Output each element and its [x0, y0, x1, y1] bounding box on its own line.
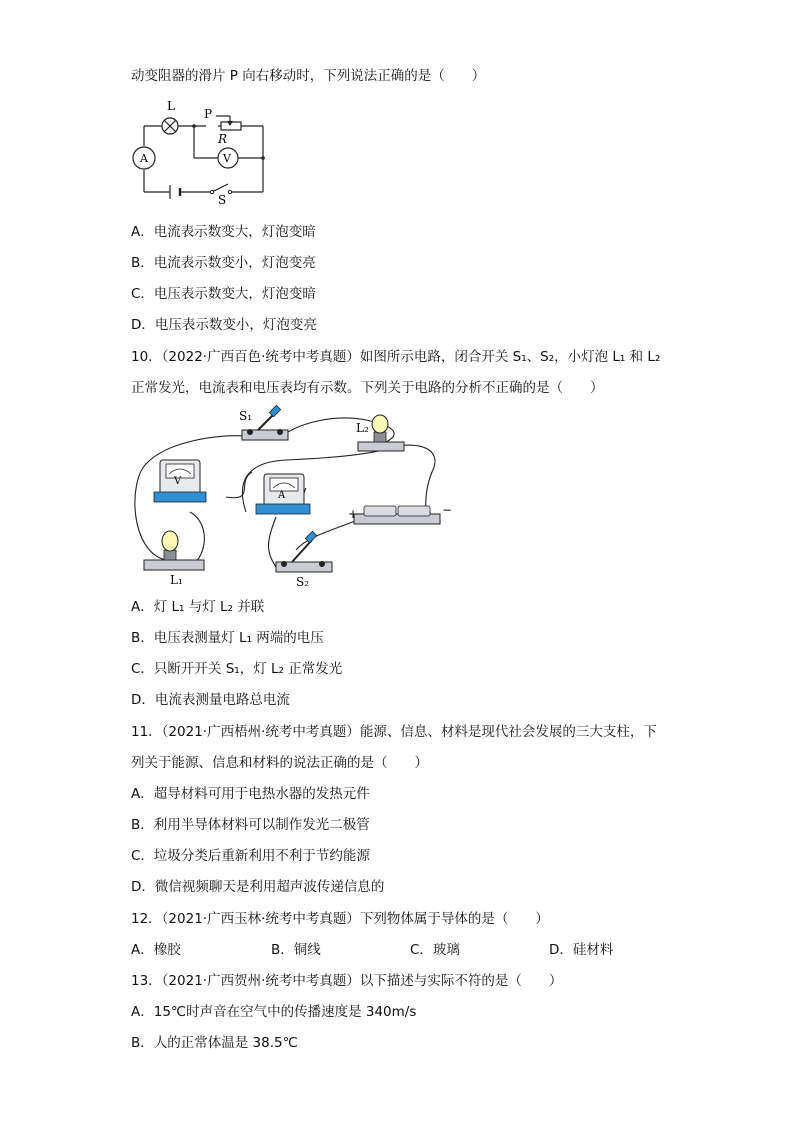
- q11-option-d: D．微信视频聊天是利用超声波传递信息的: [131, 879, 385, 895]
- lamp-icon: [162, 118, 178, 134]
- circuit-diagram-2: [126, 402, 456, 592]
- question-9-stem-end: 动变阻器的滑片 P 向右移动时，下列说法正确的是（ ）: [131, 68, 486, 84]
- switch-s2-icon: [276, 531, 332, 572]
- q9-option-b: B．电流表示数变小，灯泡变亮: [131, 255, 316, 271]
- label-s2: S₂: [296, 575, 310, 589]
- label-S: S: [218, 193, 227, 204]
- q10-stem-line1: 10．（2022·广西百色·统考中考真题）如图所示电路，闭合开关 S₁、S₂，小灯泡 L₁ 和 L₂: [131, 349, 661, 365]
- q11-stem-line2: 列关于能源、信息和材料的说法正确的是（ ）: [131, 755, 428, 771]
- q10-option-a: A．灯 L₁ 与灯 L₂ 并联: [131, 599, 265, 615]
- q12-stem: 12．（2021·广西玉林·统考中考真题）下列物体属于导体的是（ ）: [131, 911, 549, 927]
- q10-option-b: B．电压表测量灯 L₁ 两端的电压: [131, 630, 324, 646]
- q11-option-a: A．超导材料可用于电热水器的发热元件: [131, 786, 370, 802]
- q12-option-a: A．橡胶: [131, 942, 181, 958]
- q13-option-a: A．15℃时声音在空气中的传播速度是 340m/s: [131, 1004, 417, 1020]
- label-s1: S₁: [239, 409, 253, 423]
- label-P: P: [204, 107, 213, 121]
- q10-option-c: C．只断开开关 S₁，灯 L₂ 正常发光: [131, 661, 343, 677]
- q10-option-d: D．电流表测量电路总电流: [131, 692, 290, 708]
- q9-option-c: C．电压表示数变大，灯泡变暗: [131, 286, 316, 302]
- label-l2: L₂: [356, 421, 369, 435]
- label-v: V: [174, 476, 182, 487]
- label-L: L: [167, 99, 175, 113]
- label-a: A: [278, 490, 286, 501]
- q11-option-b: B．利用半导体材料可以制作发光二极管: [131, 817, 370, 833]
- q12-option-c: C．玻璃: [410, 942, 460, 958]
- circuit-diagram-1: [130, 98, 270, 204]
- label-plus: +: [348, 507, 359, 521]
- q11-stem-line1: 11．（2021·广西梧州·统考中考真题）能源、信息、材料是现代社会发展的三大支柱，下: [131, 724, 657, 740]
- battery-icon: [354, 506, 440, 524]
- q9-option-a: A．电流表示数变大，灯泡变暗: [131, 224, 316, 240]
- label-A: A: [140, 152, 148, 165]
- q9-option-d: D．电压表示数变小，灯泡变亮: [131, 317, 317, 333]
- lamp-l1-icon: [144, 531, 204, 570]
- q12-options-row: [0, 941, 794, 959]
- q13-option-b: B．人的正常体温是 38.5℃: [131, 1035, 298, 1051]
- q12-option-b: B．铜线: [271, 942, 321, 958]
- battery-icon: [170, 185, 180, 199]
- q10-stem-line2: 正常发光，电流表和电压表均有示数。下列关于电路的分析不正确的是（ ）: [131, 380, 604, 396]
- label-l1: L₁: [170, 573, 183, 587]
- label-minus: −: [442, 503, 453, 517]
- label-V: V: [223, 152, 231, 165]
- q11-option-c: C．垃圾分类后重新利用不利于节约能源: [131, 848, 370, 864]
- q12-option-d: D．硅材料: [549, 942, 614, 958]
- label-R: R: [218, 132, 228, 146]
- q13-stem: 13．（2021·广西贺州·统考中考真题）以下描述与实际不符的是（ ）: [131, 973, 563, 989]
